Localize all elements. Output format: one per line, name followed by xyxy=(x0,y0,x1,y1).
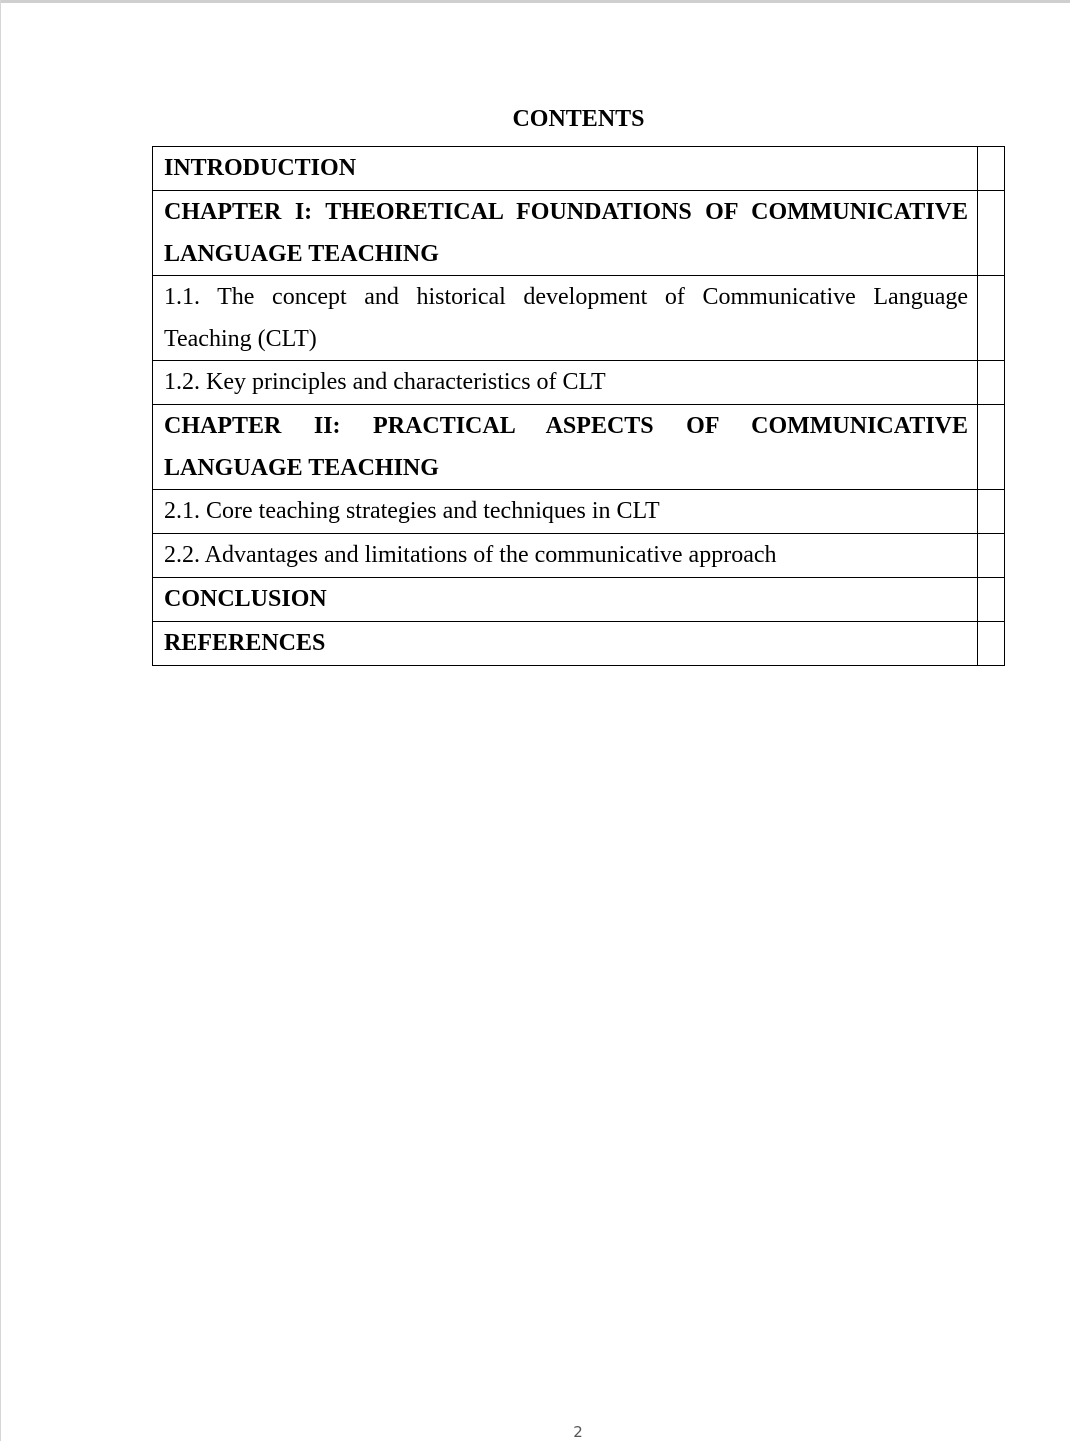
toc-row-introduction xyxy=(153,147,1005,191)
toc-entry-section-1-1: 1.1. The concept and historical development of Communicative Language Teaching (CLT) xyxy=(164,284,968,352)
toc-entry-chapter-1: CHAPTER I: THEORETICAL FOUNDATIONS OF COMMUNICATIVE LANGUAGE TEACHING xyxy=(164,199,968,267)
toc-entry-cell xyxy=(153,578,978,622)
toc-page-cell xyxy=(978,622,1005,666)
toc-row-section-1-2 xyxy=(153,361,1005,405)
toc-page-cell xyxy=(978,534,1005,578)
toc-page-cell xyxy=(978,191,1005,276)
toc-entry-introduction: INTRODUCTION xyxy=(164,155,357,181)
toc-row-conclusion xyxy=(153,578,1005,622)
toc-entry-section-2-2: 2.2. Advantages and limitations of the communicative approach xyxy=(164,542,777,568)
toc-row-section-2-2 xyxy=(153,534,1005,578)
toc-page-cell xyxy=(978,147,1005,191)
toc-page-cell xyxy=(978,361,1005,405)
toc-row-section-1-1 xyxy=(153,276,1005,361)
toc-entry-section-2-1: 2.1. Core teaching strategies and techniques in CLT xyxy=(164,498,660,524)
toc-entry-cell xyxy=(153,147,978,191)
toc-entry-cell xyxy=(153,534,978,578)
toc-entry-cell xyxy=(153,361,978,405)
toc-entry-conclusion: CONCLUSION xyxy=(164,586,327,612)
toc-row-chapter-2 xyxy=(153,405,1005,490)
toc-entry-cell xyxy=(153,622,978,666)
toc-entry-cell xyxy=(153,191,978,276)
page-left-border xyxy=(0,0,1,1441)
toc-entry-references: REFERENCES xyxy=(164,630,326,656)
toc-page-cell xyxy=(978,578,1005,622)
toc-row-section-2-1 xyxy=(153,490,1005,534)
contents-heading: CONTENTS xyxy=(512,106,645,132)
toc-page-cell xyxy=(978,405,1005,490)
toc-page-cell xyxy=(978,490,1005,534)
toc-entry-section-1-2: 1.2. Key principles and characteristics of CLT xyxy=(164,369,606,395)
toc-entry-cell xyxy=(153,405,978,490)
toc-row-references xyxy=(153,622,1005,666)
page-top-border xyxy=(0,0,1070,3)
toc-page-cell xyxy=(978,276,1005,361)
toc-row-chapter-1 xyxy=(153,191,1005,276)
table-of-contents xyxy=(152,146,1005,666)
toc-entry-cell xyxy=(153,490,978,534)
toc-entry-cell xyxy=(153,276,978,361)
page-number: 2 xyxy=(573,1423,583,1441)
toc-entry-chapter-2: CHAPTER II: PRACTICAL ASPECTS OF COMMUNICATIVE LANGUAGE TEACHING xyxy=(164,413,968,481)
